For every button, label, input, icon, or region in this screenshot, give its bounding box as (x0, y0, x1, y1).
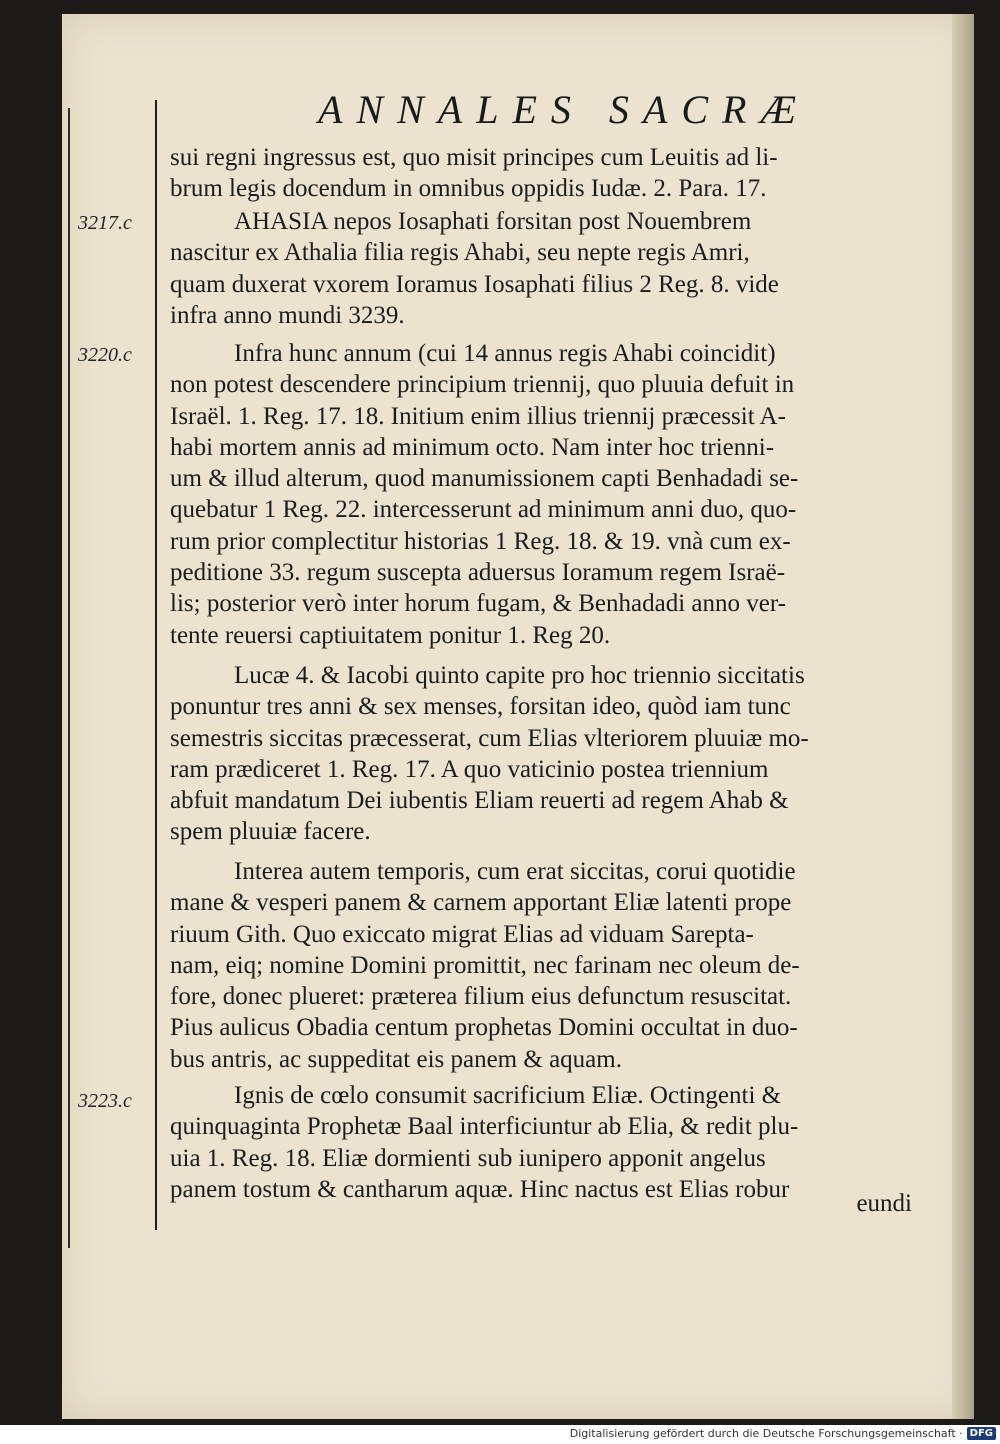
text-line: nascitur ex Athalia filia regis Ahabi, seu nepte regis Amri, (170, 239, 750, 267)
text-line: Infra hunc annum (cui 14 annus regis Ahabi coincidit) (234, 340, 776, 367)
text-line: tente reuersi captiuitatem ponitur 1. Reg 20. (170, 621, 611, 649)
text-line: fore, donec plueret: præterea filium eius defunctum resuscitat. (170, 983, 792, 1011)
margin-rule-outer (68, 108, 70, 1248)
paragraph-5 (170, 856, 890, 1075)
text-line: uia 1. Reg. 18. Eliæ dormienti sub iunipero apponit angelus (170, 1144, 766, 1172)
text-line: Interea autem temporis, cum erat siccitas, corui quotidie (234, 858, 796, 885)
text-line: sui regni ingressus est, quo misit principes cum Leuitis ad li- (170, 144, 778, 171)
digitization-credit (570, 1427, 996, 1440)
text-line: Israël. 1. Reg. 17. 18. Initium enim illius triennij præcessit A- (170, 402, 786, 430)
credit-text: Digitalisierung gefördert durch die Deutsche Forschungsgemeinschaft · (569, 1427, 963, 1440)
margin-rule-inner (155, 100, 157, 1230)
margin-year-3217: 3217.c (78, 212, 132, 234)
paragraph-2 (170, 206, 890, 331)
text-line: Ignis de cœlo consumit sacrificium Eliæ. Octingenti & (234, 1082, 782, 1109)
text-line: peditione 33. regum suscepta aduersus Ioramum regem Israë- (170, 559, 786, 587)
text-line: semestris siccitas præcesserat, cum Elias vlteriorem pluuiæ mo- (170, 724, 809, 752)
paragraph-1 (170, 142, 890, 205)
text-line: quam duxerat vxorem Ioramus Iosaphati filius 2 Reg. 8. vide (170, 270, 779, 298)
dfg-logo: DFG (967, 1427, 996, 1440)
text-line: quebatur 1 Reg. 22. intercesserunt ad minimum anni duo, quo- (170, 496, 797, 524)
text-line: brum legis docendum in omnibus oppidis Iudæ. 2. Para. 17. (170, 175, 767, 203)
paragraph-3 (170, 338, 890, 651)
text-line: habi mortem annis ad minimum octo. Nam inter hoc trienni- (170, 433, 775, 461)
text-line: abfuit mandatum Dei iubentis Eliam reuerti ad regem Ahab & (170, 787, 789, 815)
paragraph-6 (170, 1080, 890, 1205)
text-line: AHASIA nepos Iosaphati forsitan post Nouembrem (234, 208, 752, 235)
text-line: lis; posterior verò inter horum fugam, & Benhadadi anno ver- (170, 590, 787, 618)
text-line: um & illud alterum, quod manumissionem capti Benhadadi se- (170, 465, 799, 493)
text-line: panem tostum & cantharum aquæ. Hinc nactus est Elias robur (170, 1175, 790, 1203)
text-line: riuum Gith. Quo exiccato migrat Elias ad viduam Sarepta- (170, 920, 754, 948)
text-line: quinquaginta Prophetæ Baal interficiuntur ab Elia, & redit plu- (170, 1113, 799, 1141)
text-line: bus antris, ac suppeditat eis panem & aquam. (170, 1045, 622, 1073)
text-line: mane & vesperi panem & carnem apportant Eliæ latenti prope (170, 889, 792, 917)
text-line: infra anno mundi 3239. (170, 301, 405, 329)
text-line: ponuntur tres anni & sex menses, forsitan ideo, quòd iam tunc (170, 693, 791, 721)
text-line: rum prior complectitur historias 1 Reg. 18. & 19. vnà cum ex- (170, 527, 791, 555)
text-line: Lucæ 4. & Iacobi quinto capite pro hoc triennio siccitatis (234, 662, 805, 689)
page-edge (952, 14, 974, 1419)
running-header: ANNALES SACRÆ (318, 87, 811, 132)
catchword: eundi (856, 1190, 912, 1217)
text-line: nam, eiq; nomine Domini promittit, nec farinam nec oleum de- (170, 951, 800, 979)
text-line: non potest descendere principium triennij, quo pluuia defuit in (170, 371, 795, 399)
text-line: spem pluuiæ facere. (170, 818, 371, 846)
margin-year-3223: 3223.c (78, 1090, 132, 1112)
text-line: Pius aulicus Obadia centum prophetas Domini occultat in duo- (170, 1014, 798, 1042)
paragraph-4 (170, 660, 890, 848)
margin-year-3220: 3220.c (78, 344, 132, 366)
text-line: ram prædiceret 1. Reg. 17. A quo vaticinio postea triennium (170, 755, 769, 783)
